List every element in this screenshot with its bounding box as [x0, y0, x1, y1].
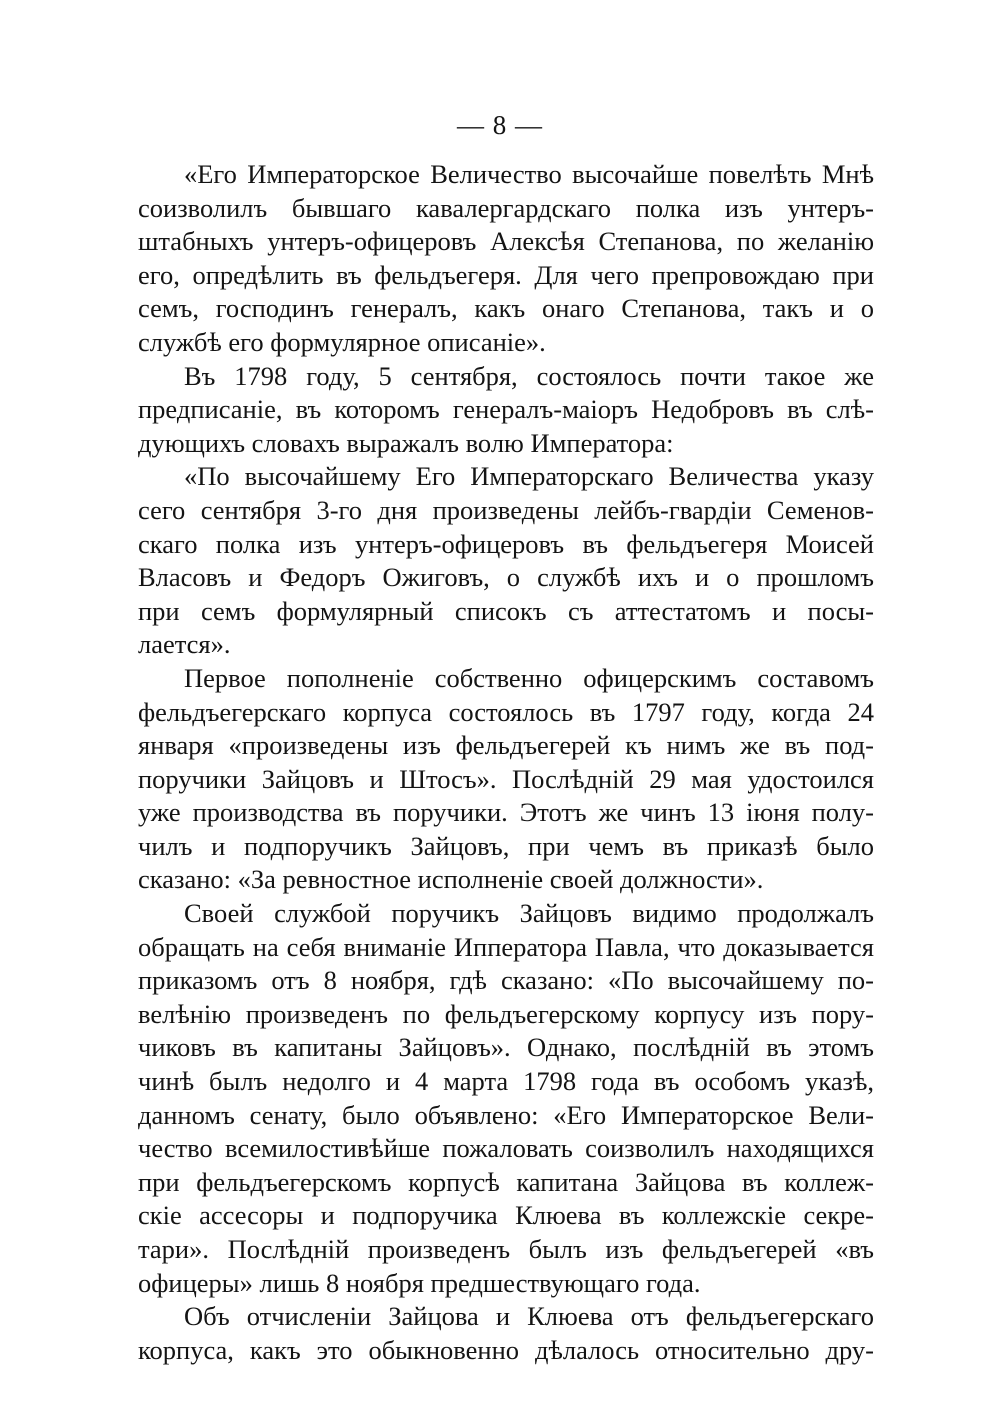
paragraph-quote-stepanov — [138, 158, 874, 360]
text-line: Своей службой поручикъ Зайцовъ видимо продолжалъ — [184, 898, 874, 929]
text-line: января «произведены изъ фельдъегерей къ нимъ же въ под- — [138, 730, 874, 761]
text-line: его, опредѣлить въ фельдъегеря. Для чего препровождаю при — [138, 259, 874, 290]
text-line: «Его Императорское Величество высочайше повелѣть Мнѣ — [184, 159, 874, 189]
text-line: сказано: «За ревностное исполненіе своей должности». — [138, 864, 764, 895]
text-line: при фельдъегерскомъ корпусѣ капитана Зайцова въ коллеж- — [138, 1166, 874, 1197]
text-line: дующихъ словахъ выражалъ волю Императора: — [138, 427, 674, 458]
text-line: уже производства въ поручики. Этотъ же чинъ 13 іюня полу- — [138, 797, 874, 828]
text-line: чество всемилостивѣйше пожаловать соизволилъ находящихся — [138, 1133, 874, 1164]
text-line: Объ отчисленіи Зайцова и Клюева отъ фельдъегерскаго — [184, 1301, 874, 1332]
paragraph-quote-decree — [138, 460, 874, 662]
text-line: службѣ его формулярное описаніе». — [138, 326, 546, 357]
text-line: обращать на себя вниманіе Ипператора Павла, что доказывается — [138, 931, 874, 962]
text-line: семъ, господинъ генералъ, какъ онаго Степанова, такъ и о — [138, 293, 874, 324]
text-line: чиковъ въ капитаны Зайцовъ». Однако, послѣдній въ этомъ — [138, 1032, 874, 1063]
text-line: скаго полка изъ унтеръ-офицеровъ въ фельдъегеря Моисей — [138, 528, 874, 559]
text-line: лается». — [138, 629, 231, 660]
text-line: корпуса, какъ это обыкновенно дѣлалось относительно дру- — [138, 1334, 874, 1365]
paragraph-officers — [138, 662, 874, 897]
text-line: Власовъ и Федоръ Ожиговъ, о службѣ ихъ и о прошломъ — [138, 562, 874, 593]
text-line: скіе ассесоры и подпоручика Клюева въ коллежскіе секре- — [138, 1200, 874, 1231]
text-line: данномъ сенату, было объявлено: «Его Императорское Вели- — [138, 1099, 874, 1130]
text-line: приказомъ отъ 8 ноября, гдѣ сказано: «По высочайшему по- — [138, 965, 874, 996]
text-line: поручики Зайцовъ и Штосъ». Послѣдній 29 мая удостоился — [138, 763, 874, 794]
text-line: офицеры» лишь 8 ноября предшествующаго года. — [138, 1267, 701, 1298]
text-line: предписаніе, въ которомъ генералъ-маіоръ Недобровъ въ слѣ- — [138, 394, 874, 425]
text-line: соизволилъ бывшаго кавалергардскаго полка изъ унтеръ- — [138, 192, 874, 223]
paragraph-1798 — [138, 360, 874, 461]
text-line: при семъ формулярный списокъ съ аттестатомъ и посы- — [138, 595, 874, 626]
text-line: сего сентября 3-го дня произведены лейбъ-гвардіи Семенов- — [138, 494, 874, 525]
text-line: Первое пополненіе собственно офицерскимъ составомъ — [184, 662, 874, 693]
page-number: — 8 — — [457, 110, 543, 140]
text-line: чилъ и подпоручикъ Зайцовъ, при чемъ въ приказѣ было — [138, 830, 874, 861]
text-line: велѣнію произведенъ по фельдъегерскому корпусу изъ пору- — [138, 998, 874, 1029]
text-line: «По высочайшему Его Императорскаго Величества указу — [184, 461, 874, 492]
paragraph-dismissal — [138, 1300, 874, 1367]
text-line: чинѣ былъ недолго и 4 марта 1798 года въ особомъ указѣ, — [138, 1066, 874, 1097]
text-line: Въ 1798 году, 5 сентября, состоялось почти такое же — [184, 360, 874, 391]
text-line: тари». Послѣдній произведенъ былъ изъ фельдъегерей «въ — [138, 1234, 874, 1264]
text-line: штабныхъ унтеръ-офицеровъ Алексѣя Степанова, по желанію — [138, 226, 874, 257]
paragraph-zaitsov — [138, 897, 874, 1300]
text-line: фельдъегерскаго корпуса состоялось въ 1797 году, когда 24 — [138, 696, 874, 727]
body-text — [138, 158, 874, 1367]
